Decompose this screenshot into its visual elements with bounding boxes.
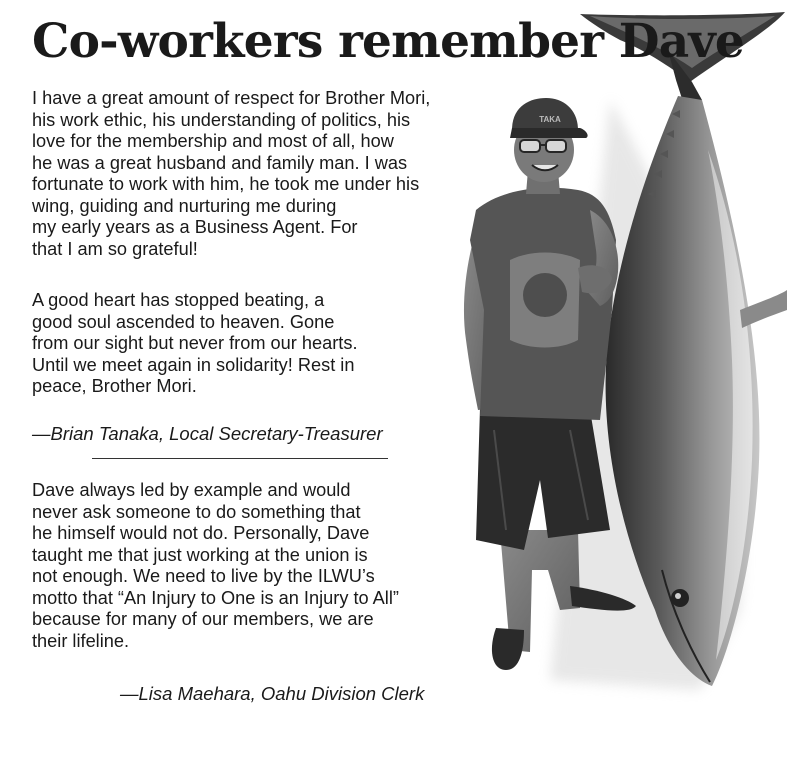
headline: Co-workers remember Dave (32, 14, 745, 69)
quote-maehara-paragraph: Dave always led by example and would never ask someone to do something that he himself would not do. Personally, Dave taught me that just working at the union is not enough. We need to live by the ILWU’s motto that “An Injury to One is an Injury to All” because for many of our members, we are their lifeline. (32, 480, 399, 651)
divider-line (92, 458, 388, 459)
cap-logo-text: TAKA (539, 115, 561, 124)
quote-tanaka-paragraph-1: I have a great amount of respect for Brother Mori, his work ethic, his understanding of politics, his love for the membership and most of all, how he was a great husband and family man. I was fortunate to work with him, he took me under his wing, guiding and nurturing me during my early years as a Business Agent. For that I am so grateful! (32, 88, 431, 259)
quote-tanaka-paragraph-2: A good heart has stopped beating, a good soul ascended to heaven. Gone from our sight but never from our hearts. Until we meet again in solidarity! Rest in peace, Brother Mori. (32, 290, 358, 396)
man-cap (512, 98, 578, 130)
attribution-maehara: —Lisa Maehara, Oahu Division Clerk (120, 683, 425, 704)
tuna-fin (740, 290, 787, 328)
attribution-tanaka: —Brian Tanaka, Local Secretary-Treasurer (32, 423, 383, 444)
